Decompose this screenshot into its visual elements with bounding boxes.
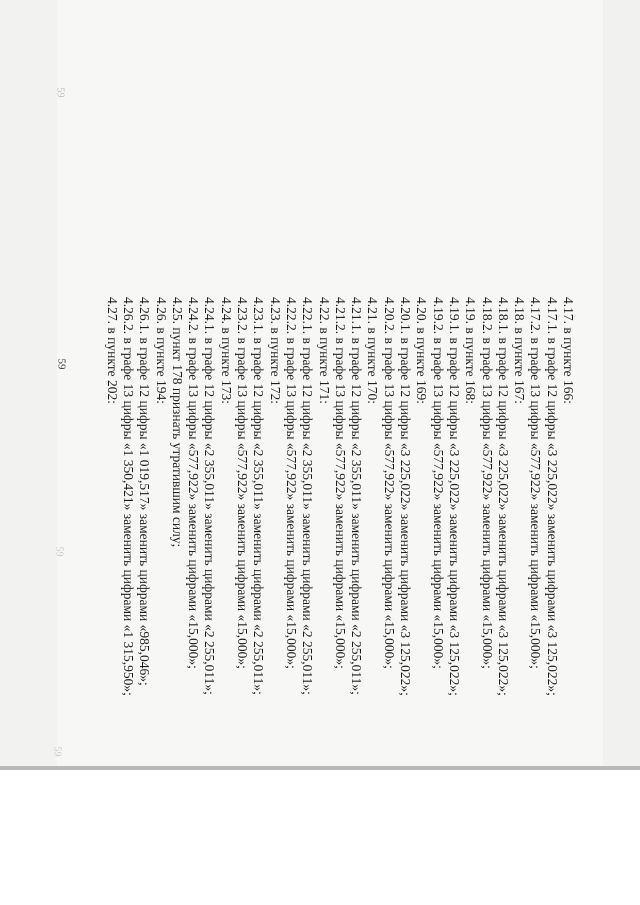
text-line: 4.21.1. в графе 12 цифры «2 355,011» заменить цифрами «2 255,011»; — [349, 297, 365, 695]
text-line: 4.24. в пункте 173: — [218, 297, 234, 404]
amendment-text — [104, 297, 576, 696]
page-number: 59 — [55, 358, 68, 370]
page-edge — [603, 0, 640, 768]
text-line: 4.22. в пункте 171: — [316, 297, 332, 404]
text-line: 4.21.2. в графе 13 цифры «577,922» заменить цифрами «15,000»; — [332, 297, 348, 669]
ghost-page-number: 59 — [53, 546, 65, 557]
text-line: 4.24.2. в графе 13 цифры «577,922» заменить цифрами «15,000»; — [186, 297, 202, 669]
text-line: 4.24.1. в графе 12 цифры «2 355,011» заменить цифрами «2 255,011»; — [202, 297, 218, 695]
text-line: 4.23. в пункте 172: — [267, 297, 283, 404]
text-line: 4.20.1. в графе 12 цифры «3 225,022» заменить цифрами «3 125,022»; — [398, 297, 414, 696]
text-line: 4.17.1. в графе 12 цифры «3 225,022» заменить цифрами «3 125,022»; — [544, 297, 560, 696]
text-line: 4.19. в пункте 168: — [463, 297, 479, 404]
text-line: 4.22.2. в графе 13 цифры «577,922» заменить цифрами «15,000»; — [283, 297, 299, 669]
text-line: 4.21. в пункте 170: — [365, 297, 381, 404]
text-line: 4.18.2. в графе 13 цифры «577,922» заменить цифрами «15,000»; — [479, 297, 495, 669]
text-line: 4.26.2. в графе 13 цифры «1 350,421» заменить цифрами «1 315,950»; — [120, 297, 136, 696]
binding-strip — [0, 0, 58, 768]
text-line: 4.19.2. в графе 13 цифры «577,922» заменить цифрами «15,000»; — [430, 297, 446, 669]
text-line: 4.17.2. в графе 13 цифры «577,922» заменить цифрами «15,000»; — [528, 297, 544, 669]
scan-bottom-edge — [0, 766, 640, 770]
text-line: 4.22.1. в графе 12 цифры «2 355,011» заменить цифрами «2 255,011»; — [300, 297, 316, 695]
text-line: 4.23.1. в графе 12 цифры «2 355,011» заменить цифрами «2 255,011»; — [251, 297, 267, 695]
text-line: 4.26. в пункте 194: — [153, 297, 169, 404]
ghost-page-number: 59 — [54, 87, 66, 98]
text-line: 4.20.2. в графе 13 цифры «577,922» заменить цифрами «15,000»; — [381, 297, 397, 669]
text-line: 4.17. в пункте 166: — [561, 297, 576, 404]
text-line: 4.19.1. в графе 12 цифры «3 225,022» заменить цифрами «3 125,022»; — [446, 297, 462, 696]
text-line: 4.20. в пункте 169: — [414, 297, 430, 404]
text-line: 4.25. пункт 178 признать утратившим силу; — [169, 297, 185, 548]
text-line: 4.18. в пункте 167: — [512, 297, 528, 404]
text-line: 4.23.2. в графе 13 цифры «577,922» заменить цифрами «15,000»; — [235, 297, 251, 669]
text-line: 4.26.1. в графе 12 цифры «1 019,517» заменить цифрами «985,046»; — [137, 297, 153, 686]
text-line: 4.27. в пункте 202: — [104, 297, 120, 404]
ghost-page-number: 59 — [51, 746, 63, 757]
text-line: 4.18.1. в графе 12 цифры «3 225,022» заменить цифрами «3 125,022»; — [495, 297, 511, 696]
